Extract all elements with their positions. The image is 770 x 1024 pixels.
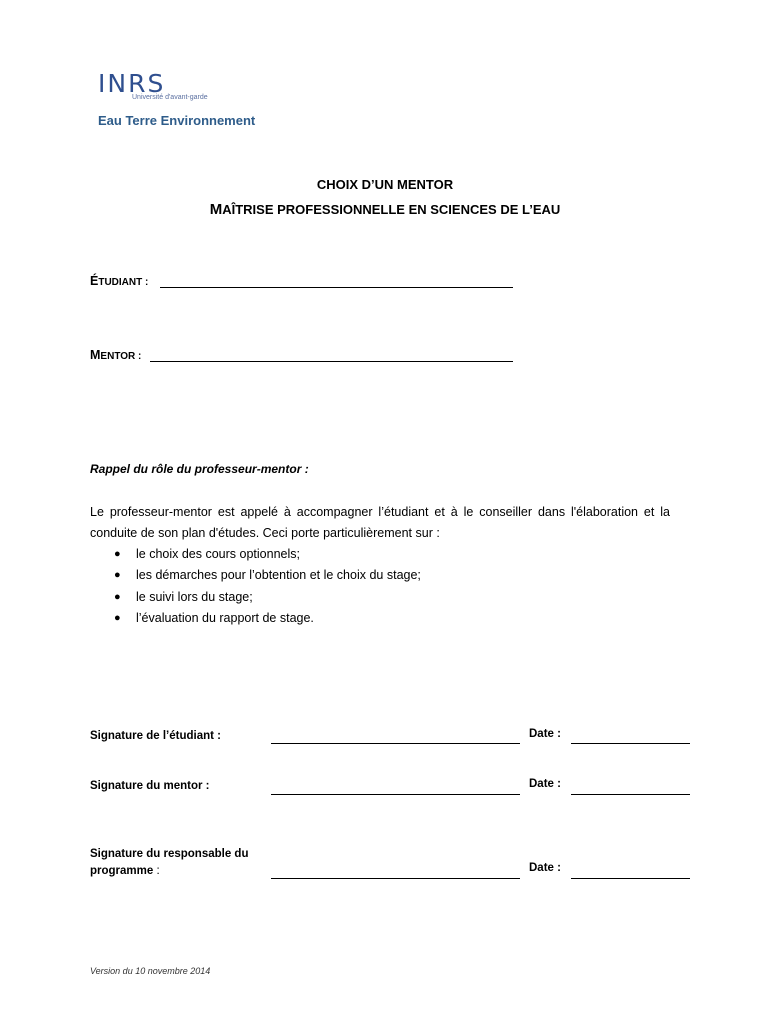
logo-text: INRS — [98, 69, 166, 98]
role-list — [114, 544, 421, 629]
list-item: ● le suivi lors du stage; — [114, 587, 421, 608]
department-name: Eau Terre Environnement — [98, 113, 256, 128]
mentor-initial: M — [90, 348, 101, 362]
signature-responsable-label: Signature du responsable du programme : — [90, 848, 249, 877]
document-title: CHOIX D’UN MENTOR — [316, 177, 454, 192]
signature-responsable-line[interactable] — [271, 878, 520, 879]
subtitle-initial: M — [209, 201, 223, 218]
mentor-line — [150, 361, 513, 362]
signature-etudiant-label: Signature de l’étudiant : — [90, 730, 221, 742]
list-item: ● le choix des cours optionnels; — [114, 544, 421, 565]
etudiant-line — [160, 287, 513, 288]
document-subtitle — [0, 201, 770, 218]
version-footer: Version du 10 novembre 2014 — [90, 966, 211, 976]
date-responsable-label: Date : — [529, 862, 561, 874]
bullet-icon: ● — [114, 611, 121, 624]
list-item: ● les démarches pour l’obtention et le choix du stage; — [114, 565, 421, 586]
signature-mentor-line[interactable] — [271, 794, 520, 795]
date-mentor-label: Date : — [529, 778, 561, 790]
signature-mentor-label: Signature du mentor : — [90, 780, 210, 792]
bullet-icon: ● — [114, 548, 121, 560]
date-etudiant-label: Date : — [529, 728, 561, 740]
mentor-label: ENTOR : — [100, 351, 142, 362]
bullet-icon: ● — [114, 590, 121, 603]
date-etudiant-line[interactable] — [571, 743, 690, 744]
list-item: ● l’évaluation du rapport de stage. — [114, 608, 421, 629]
date-mentor-line[interactable] — [571, 794, 690, 795]
mentor-field — [90, 348, 141, 362]
etudiant-initial: É — [90, 274, 99, 288]
bullet-icon: ● — [114, 569, 121, 582]
rappel-heading: Rappel du rôle du professeur-mentor : — [90, 462, 309, 476]
etudiant-label: TUDIANT : — [98, 277, 149, 288]
role-paragraph: Le professeur-mentor est appelé à accompagner l’étudiant et à le conseiller dans l'élaboration et la conduite de son plan d'études. Ceci porte particulièrement sur : — [90, 505, 670, 540]
subtitle-rest: AÎTRISE PROFESSIONNELLE EN SCIENCES DE L’EAU — [222, 202, 561, 217]
date-responsable-line[interactable] — [571, 878, 690, 879]
signature-etudiant-line[interactable] — [271, 743, 520, 744]
logo-subtitle: Université d'avant-garde — [132, 94, 208, 101]
inrs-logo — [98, 69, 208, 101]
etudiant-field — [90, 274, 148, 288]
